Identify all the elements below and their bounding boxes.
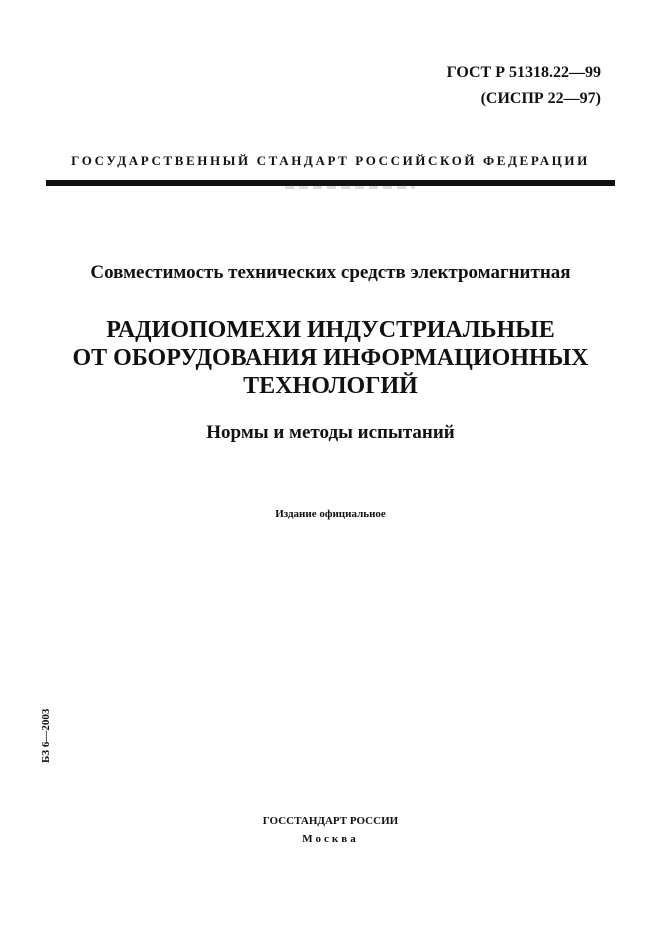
document-subject: Совместимость технических средств электромагнитная — [90, 262, 571, 283]
main-title — [0, 316, 661, 400]
bleed-through-marks — [285, 186, 415, 189]
publisher-block — [0, 812, 661, 848]
standard-number: ГОСТ Р 51318.22—99 — [446, 64, 601, 81]
main-title-line-1: РАДИОПОМЕХИ ИНДУСТРИАЛЬНЫЕ — [106, 317, 555, 343]
edition-label: Издание официальное — [275, 508, 386, 520]
main-title-line-3: ТЕХНОЛОГИЙ — [243, 373, 418, 399]
cispr-reference: (СИСПР 22—97) — [480, 90, 601, 107]
state-standard-label: ГОСУДАРСТВЕННЫЙ СТАНДАРТ РОССИЙСКОЙ ФЕДЕРАЦИИ — [71, 153, 590, 168]
publisher-city: Москва — [302, 833, 359, 845]
document-subtitle: Нормы и методы испытаний — [206, 422, 455, 443]
publisher-name: ГОССТАНДАРТ РОССИИ — [262, 815, 399, 827]
main-title-line-2: ОТ ОБОРУДОВАНИЯ ИНФОРМАЦИОННЫХ — [72, 345, 589, 371]
standard-designation — [447, 60, 601, 112]
side-code: БЗ 6—2003 — [40, 708, 52, 763]
